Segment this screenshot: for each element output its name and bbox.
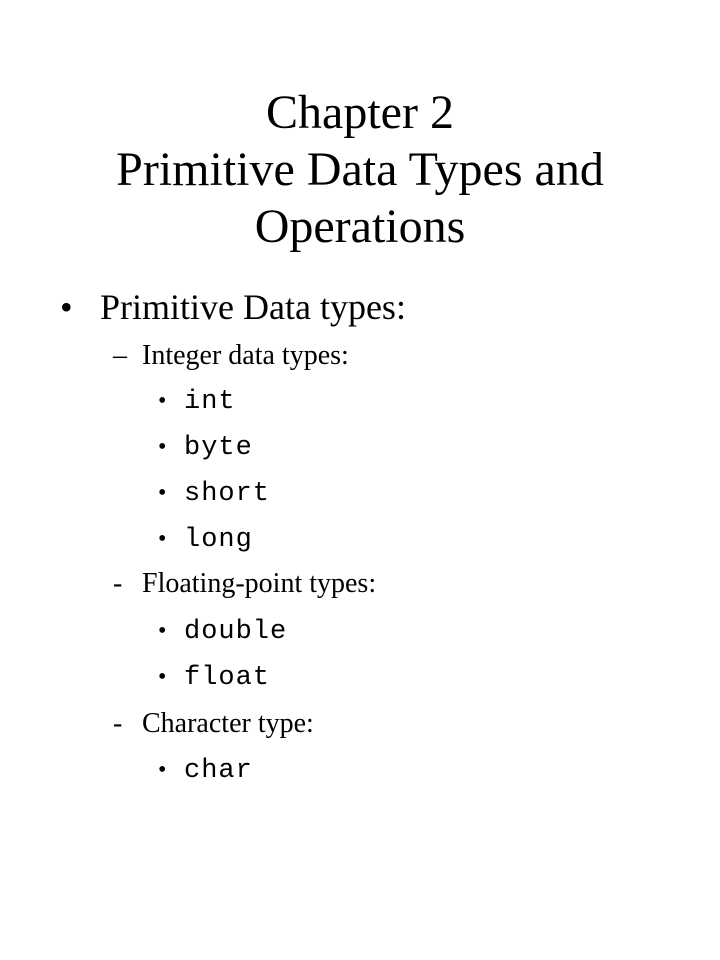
subbullet-text: Character type: — [142, 708, 314, 739]
subbullet-text: Integer data types: — [142, 340, 349, 371]
slide-title — [0, 84, 720, 255]
subbullet-marker: - — [113, 568, 123, 599]
bullet-marker: • — [60, 287, 73, 327]
bullet-primitive-data-types — [60, 283, 406, 331]
subbullet-marker: - — [113, 708, 123, 739]
title-line-2: Primitive Data Types and — [116, 143, 604, 196]
item-code: double — [184, 617, 288, 647]
bullet-text: Primitive Data types: — [100, 287, 406, 327]
item-marker: • — [158, 664, 167, 690]
item-marker: • — [158, 757, 167, 783]
list-item-byte — [158, 428, 253, 466]
list-item-int — [158, 382, 236, 420]
subbullet-text: Floating-point types: — [142, 568, 377, 599]
title-line-1: Chapter 2 — [266, 86, 454, 139]
item-marker: • — [158, 526, 167, 552]
item-marker: • — [158, 434, 167, 460]
item-marker: • — [158, 618, 167, 644]
item-code: byte — [184, 433, 253, 463]
subbullet-floating-point-types — [113, 566, 376, 602]
subbullet-character-type — [113, 706, 314, 742]
list-item-short — [158, 474, 270, 512]
item-marker: • — [158, 480, 167, 506]
item-code: int — [184, 387, 236, 417]
list-item-double — [158, 612, 287, 650]
item-code: long — [184, 525, 253, 555]
list-item-float — [158, 658, 270, 696]
item-marker: • — [158, 388, 167, 414]
title-line-3: Operations — [254, 200, 466, 253]
subbullet-integer-types — [113, 338, 349, 374]
list-item-char — [158, 751, 253, 789]
subbullet-marker: – — [113, 340, 127, 371]
item-code: char — [184, 756, 253, 786]
item-code: float — [184, 663, 271, 693]
list-item-long — [158, 520, 253, 558]
item-code: short — [184, 479, 271, 509]
